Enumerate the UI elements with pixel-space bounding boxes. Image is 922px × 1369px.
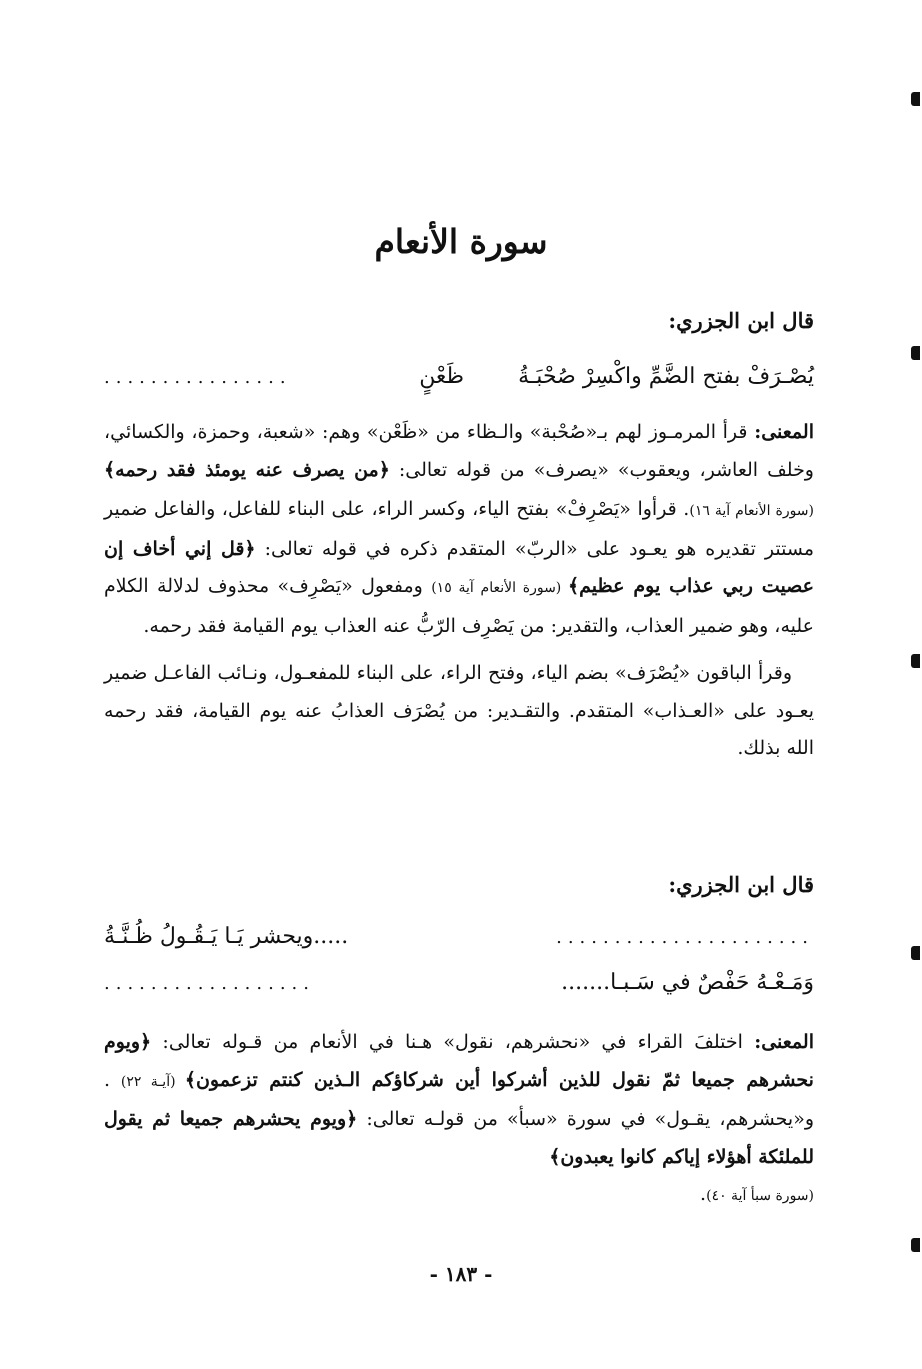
quran-quote: ﴿ويوم نحشرهم جميعا ثمّ نقول للذين أشركوا أين شركاؤكم الـذين كنتم تزعمون﴾ [104,1031,814,1091]
margin-mark [911,92,920,106]
meaning-paragraph [104,414,814,645]
verse-text: يُصْـرَفْ بفتح الضَّمِّ واكْسِرْ صُحْبَـةُ [518,364,814,389]
body-text: . [700,1183,707,1205]
section-heading: قال ابن الجزري: [668,308,814,333]
body-text: . قرأوا «يَصْرِفْ» بفتح الياء، وكسر الراء، على البناء للفاعل، والفاعل ضمير مستتر تقديره هو يعـود على «الربّ» المتقدم ذكره في قوله تعالى: [104,498,815,560]
margin-mark [911,346,920,360]
verse-reference: (سورة الأنعام آية ١٥) [431,580,569,596]
meaning-paragraph [104,1024,814,1216]
margin-mark [911,946,920,960]
verse-dots: .................. [104,973,315,994]
section-heading: قال ابن الجزري: [668,872,814,897]
quran-quote: ﴿قل إني أخاف إن عصيت ربي عذاب يوم عظيم﴾ [104,537,814,597]
margin-mark [911,654,920,668]
verse-text: ظَعْنٍ [419,364,465,389]
sura-title: سورة الأنعام [374,222,548,261]
body-text: ومفعول «يَصْرِف» محذوف لدلالة الكلام عليه، وهو ضمير العذاب، والتقدير: من يَصْرِف الرّبُّ عنه العذاب يوم القيامة فقد رحمه. [104,575,814,637]
meaning-paragraph: وقرأ الباقون «يُصْرَف» بضم الياء، وفتح الراء، على البناء للمفعـول، ونـائب الفاعـل ضمير يعـود على «العـذاب» المتقدم. والتقـدير: من يُصْرَف العذابُ عنه يوم القيامة، فقد رحمه الله بذلك. [104,662,814,759]
page-number: - ١٨٣ - [429,1262,493,1286]
verse-dots: ................ [104,367,292,388]
body-text: قرأ المرمـوز لهم بـ«صُحْبة» والـظاء من «ظَعْن» وهم: «شعبة، وحمزة، والكسائي، وخلف العاشر، ويعقوب» «يصرف» من قوله تعالى: [104,421,814,481]
section-1 [104,306,814,768]
quran-quote: ﴿من يصرف عنه يومئذ فقد رحمه﴾ [104,458,390,481]
meaning-label: المعنى: [754,421,814,443]
body-text: اختلفَ القراء في «نحشرهم، نقول» هـنا في الأنعام من قـوله تعالى: [151,1031,755,1053]
verse-text: .....ويحشر يَـا يَـقُـولُ ظُـنَّـةُ [104,924,349,949]
verse-text: وَمَـعْـهُ حَفْصٌ في سَـبـا....... [561,970,814,995]
body-text: . و«يحشرهم، يقـول» في سورة «سبأ» من قولـه تعالى: [104,1068,815,1130]
section-2 [104,870,814,1216]
verse-dots: ...................... [556,927,814,948]
verse-reference: (سورة الأنعام آية ١٦) [689,503,814,519]
quran-quote: ﴿ويوم يحشرهم جميعا ثم يقول للملئكة أهؤلاء إياكم كانوا يعبدون﴾ [104,1108,814,1168]
verse-reference: (سورة سبأ آية ٤٠) [706,1188,814,1204]
margin-mark [911,1238,920,1252]
meaning-label: المعنى: [754,1031,814,1053]
verse-line [104,914,814,960]
verse-line [104,354,814,400]
verse-hemistich [419,354,814,400]
verse-line [104,960,814,1006]
verse-reference: (آيـة ٢٢) [120,1073,185,1090]
